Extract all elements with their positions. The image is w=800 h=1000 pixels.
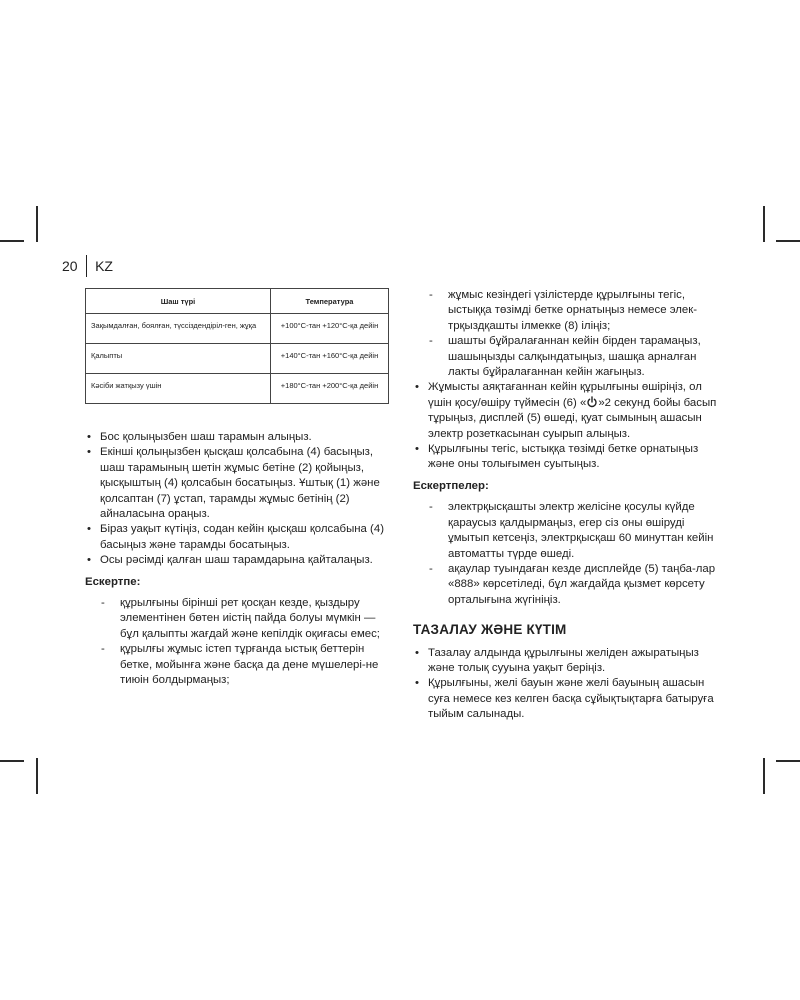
continued-dash-list [413, 288, 718, 380]
language-code: KZ [95, 258, 113, 274]
instruction-list [85, 430, 389, 569]
power-off-text-start: Жұмысты аяқтағаннан кейін құрылғыны өшіріңіз, ол үшін қосу/өшіру түймесін (6) « [428, 381, 702, 409]
table-row [86, 374, 389, 404]
table-cell-temperature: +180°С-тан +200°С-қа дейін [271, 374, 389, 404]
table-cell-hair-type: Кәсіби жатқызу үшін [86, 374, 271, 404]
table-row [86, 314, 389, 344]
table-header-row [86, 289, 389, 314]
power-off-text-end: »2 секунд бойы басып тұрыңыз, дисплей (5) өшеді, қуат сымының ашасын электр розеткасынан суырып алыңыз. [428, 396, 717, 440]
notes-list [413, 500, 718, 608]
list-item: - ақаулар туындаған кезде дисплейде (5) таңба-лар «888» көрсетіледі, бұл жағдайда қызмет көрсету орталығына жүгініңіз. [448, 562, 718, 608]
list-item [413, 380, 718, 442]
list-item: • Біраз уақыт күтіңіз, содан кейін қысқаш қолсабына (4) басыңыз және тарамды босатыңыз. [85, 522, 389, 553]
list-item: • Осы рәсімді қалған шаш тарамдарына қайталаңыз. [85, 553, 389, 568]
list-item: - құрылғы жұмыс істеп тұрғанда ыстық беттерін бетке, мойынға және басқа да дене мүшелері-не тиюін болдырмаңыз; [120, 642, 389, 688]
list-item: - шашты бұйралағаннан кейін бірден тарамаңыз, шашыңызды салқындатыңыз, шашқа арналған лакты бұйралағаннан кейін жағыңыз. [448, 334, 718, 380]
header-divider [86, 255, 88, 277]
crop-mark [776, 760, 800, 762]
crop-mark [0, 760, 24, 762]
crop-mark [763, 758, 765, 794]
list-item: - жұмыс кезіндегі үзілістерде құрылғыны тегіс, ыстыққа төзімді бетке орнатыңыз немесе элек-трқыздқашты ілмекке (8) іліңіз; [448, 288, 718, 334]
list-item: • Құрылғыны тегіс, ыстыққа төзімді бетке орнатыңыз және оны толығымен суытыңыз. [413, 442, 718, 473]
table-cell-hair-type: Қалыпты [86, 344, 271, 374]
list-item: • Екінші қолыңызбен қысқаш қолсабына (4) басыңыз, шаш тарамының шетін жұмыс бетіне (2) қойыңыз, қысқыштың (4) қолсабын босатыңыз. Ұштық (1) және қолсаптан (7) ұстап, тарамды жұмыс бетінің (2) айналасына ораңыз. [85, 445, 389, 522]
crop-mark [776, 240, 800, 242]
note-list [85, 596, 389, 688]
note-heading: Ескертпе: [85, 575, 141, 588]
crop-mark [763, 206, 765, 242]
list-item: • Тазалау алдында құрылғыны желіден ажыратыңыз және толық сууына уақыт беріңіз. [413, 646, 718, 677]
crop-mark [36, 758, 38, 794]
page-header [62, 255, 113, 277]
notes-heading: Ескертпелер: [413, 479, 489, 492]
table-row [86, 344, 389, 374]
page-number: 20 [62, 258, 78, 274]
table-header-hair-type: Шаш түрі [86, 289, 271, 314]
list-item: - электрқысқашты электр желісіне қосулы күйде қараусыз қалдырмаңыз, егер сіз оны өшіруді ұмытып кетсеңіз, электрқысқаш 60 минуттан кейін автоматты түрде өшеді. [448, 500, 718, 562]
crop-mark [0, 240, 24, 242]
table-cell-temperature: +100°С-тан +120°С-қа дейін [271, 314, 389, 344]
temperature-table [85, 288, 389, 404]
crop-mark [36, 206, 38, 242]
power-icon [586, 396, 598, 408]
cleaning-list [413, 646, 718, 723]
finish-list [413, 380, 718, 472]
left-column [85, 288, 389, 689]
table-header-temperature: Температура [271, 289, 389, 314]
table-cell-temperature: +140°С-тан +160°С-қа дейін [271, 344, 389, 374]
table-cell-hair-type: Зақымдалған, боялған, түссіздендіріл-ген, жұқа [86, 314, 271, 344]
list-item: - құрылғыны бірінші рет қосқан кезде, қыздыру элементінен бөтен иістің пайда болуы мүмкін — бұл қалыпты жағдай және кепілдік оқиғасы емес; [120, 596, 389, 642]
section-title: ТАЗАЛАУ ЖӘНЕ КҮТІМ [413, 622, 567, 638]
list-item: • Құрылғыны, желі бауын және желі бауының ашасын суға немесе кез келген басқа сұйықтықтарға батыруға тыйым салынады. [413, 676, 718, 722]
right-column [413, 288, 718, 723]
list-item: • Бос қолыңызбен шаш тарамын алыңыз. [85, 430, 389, 445]
